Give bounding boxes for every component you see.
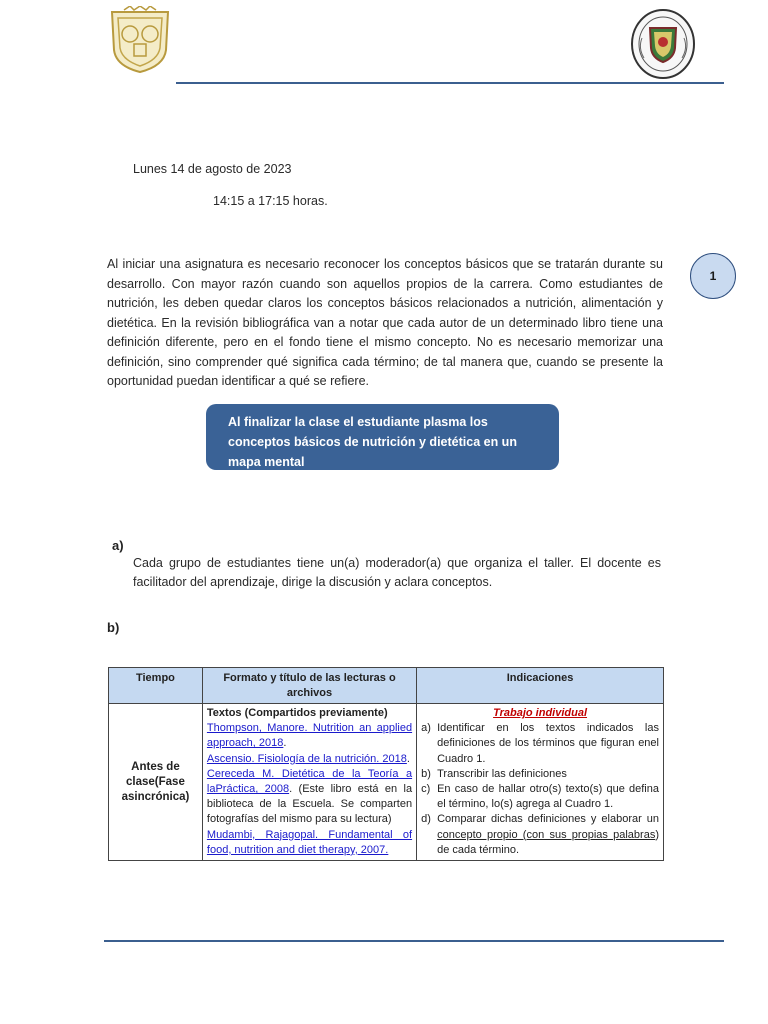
reference-item: Thompson, Manore. Nutrition an applied approach, 2018. xyxy=(206,722,413,750)
indications-title: Trabajo individual xyxy=(493,707,588,719)
header-divider xyxy=(176,82,724,84)
learning-objective-box: Al finalizar la clase el estudiante plasma los conceptos básicos de nutrición y dietética en un mapa mental xyxy=(206,404,559,470)
header-readings: Formato y título de las lecturas o archivos xyxy=(202,668,416,704)
header-indications: Indicaciones xyxy=(417,668,664,704)
cell-readings xyxy=(202,704,416,861)
intro-paragraph: Al iniciar una asignatura es necesario reconocer los conceptos básicos que se tratarán durante su desarrollo. Con mayor razón cuando son aquellos propios de la carrera. Como estudiantes de nutrición, les deben quedar claros los conceptos básicos relacionados a nutrición, alimentación y dietética. En la revisión bibliográfica van a notar que cada autor de un determinado libro tiene una definición diferente, pero en el fondo tiene el mismo concepto. No es necesario memorizar una definición, sino comprender qué significa cada término; de tal manera que, cuando se presente la oportunidad puedan identificar a qué se refiere. xyxy=(107,257,663,388)
table-row xyxy=(109,704,664,861)
list-item: a) Identificar en los textos indicados las definiciones de los términos que figuran enel Cuadro 1. xyxy=(421,722,659,765)
reference-item: Cereceda M. Dietética de la Teoría a laPráctica, 2008. (Este libro está en la biblioteca de la Escuela. Se comparten fotografías del mismo para su lectura) xyxy=(206,767,413,826)
reference-link-mudambi[interactable]: Mudambi, Rajagopal. Fundamental of food, nutrition and diet therapy, 2007. xyxy=(206,828,413,856)
reference-item xyxy=(207,828,412,858)
section-a-label: a) xyxy=(112,538,124,553)
list-item: d) Comparar dichas definiciones y elaborar un concepto propio (con sus propias palabras) de cada término. xyxy=(421,813,659,856)
steps-list xyxy=(421,721,659,858)
session-time: 14:15 a 17:15 horas. xyxy=(213,194,328,208)
list-item: b) Transcribir las definiciones xyxy=(421,767,567,780)
reference-link-cereceda[interactable]: Cereceda M. Dietética de la Teoría a laPráctica, 2008 xyxy=(206,767,413,796)
section-b-label: b) xyxy=(107,620,120,635)
cell-indications xyxy=(417,704,664,861)
activities-table xyxy=(108,667,664,861)
list-item: c) En caso de hallar otro(s) texto(s) que defina el término, lo(s) agrega al Cuadro 1. xyxy=(421,783,659,811)
footer-divider xyxy=(104,940,724,942)
section-a-text: Cada grupo de estudiantes tiene un(a) moderador(a) que organiza el taller. El docente es facilitador del aprendizaje, dirige la discusión y aclara conceptos. xyxy=(133,556,661,589)
session-date: Lunes 14 de agosto de 2023 xyxy=(133,162,292,176)
university-seal-logo xyxy=(104,6,176,76)
texts-heading: Textos (Compartidos previamente) xyxy=(206,707,388,719)
table-header-row xyxy=(109,668,664,704)
reference-link-thompson[interactable]: Thompson, Manore. Nutrition an applied approach, 2018 xyxy=(206,722,413,750)
section-number-badge: 1 xyxy=(690,253,736,299)
cell-time: Antes de clase(Fase asincrónica) xyxy=(109,704,203,861)
header-time: Tiempo xyxy=(109,668,203,704)
reference-link-ascensio[interactable]: Ascensio. Fisiología de la nutrición. 2018 xyxy=(206,752,407,765)
school-seal-logo xyxy=(630,8,696,80)
reference-item: Ascensio. Fisiología de la nutrición. 2018. xyxy=(206,752,410,765)
